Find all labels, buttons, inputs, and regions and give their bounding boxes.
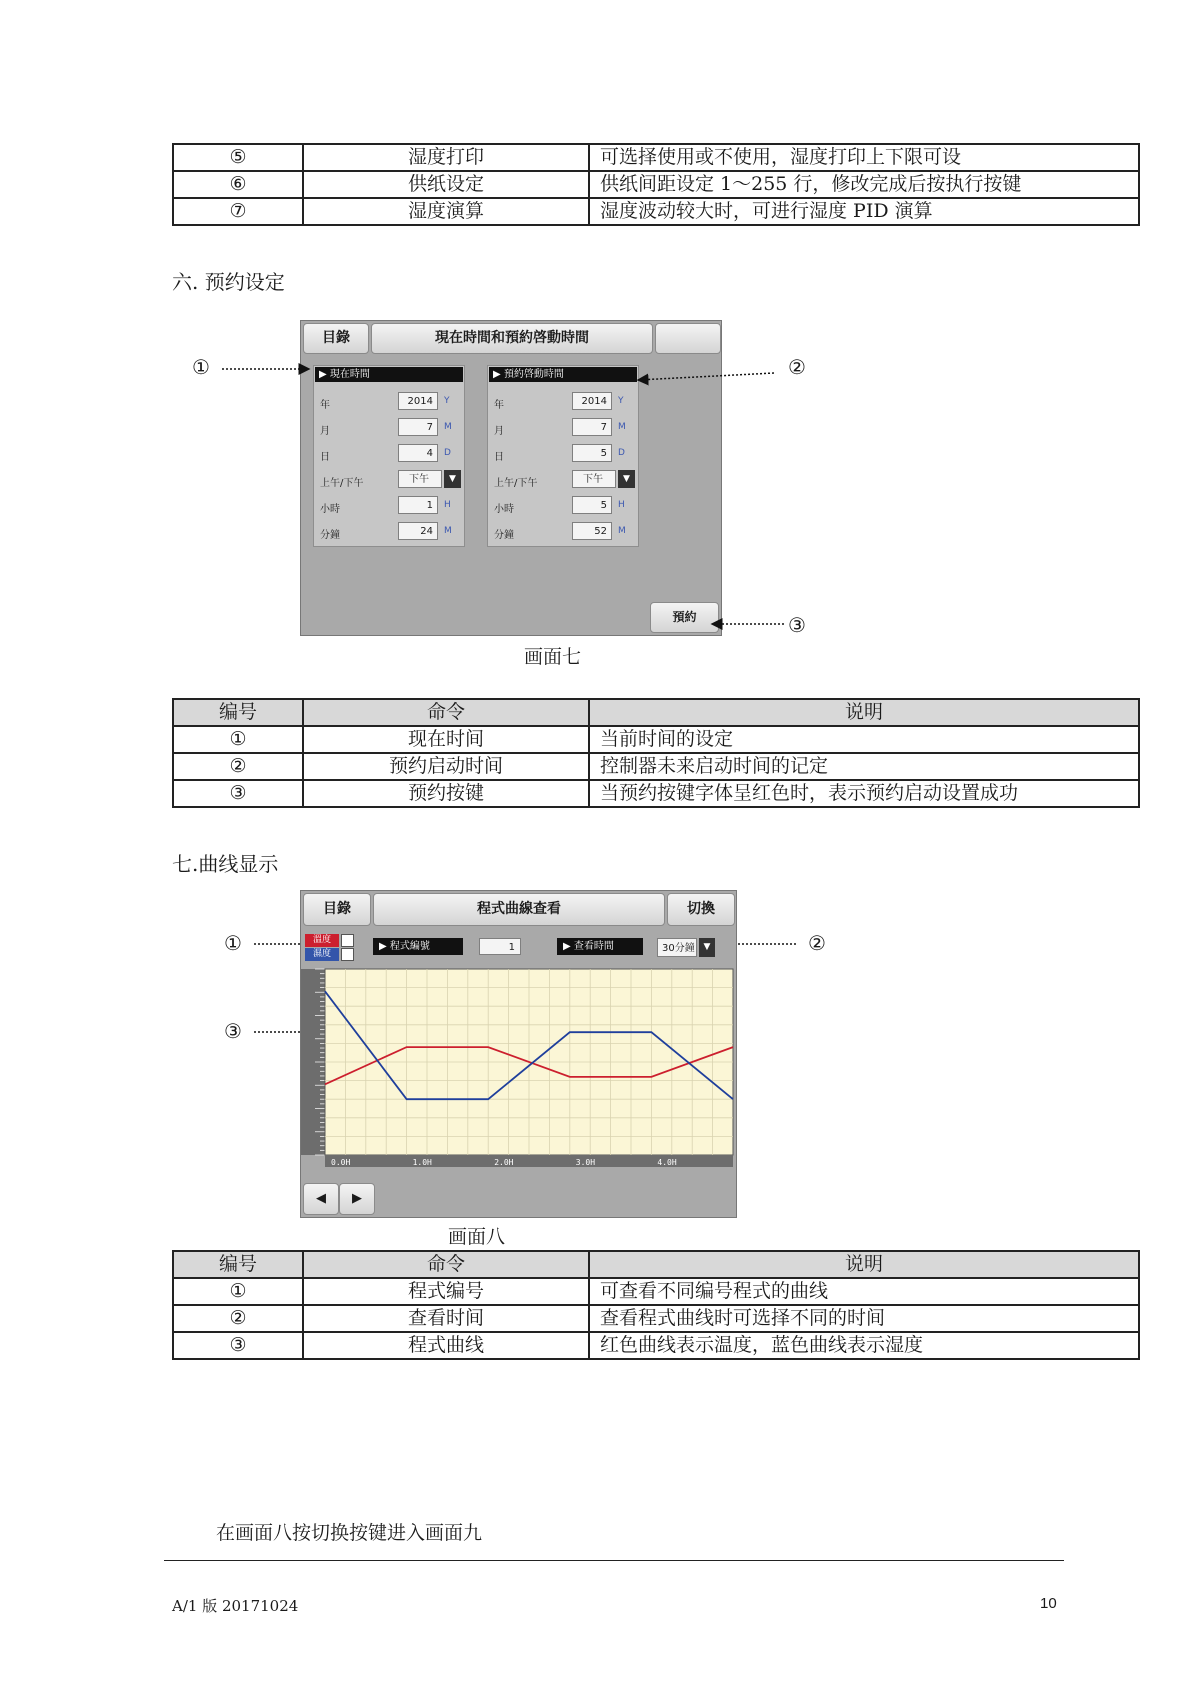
table-row: ② 预约启动时间 控制器未来启动时间的记定 (173, 753, 1139, 780)
year-field[interactable]: 2014 (398, 392, 438, 410)
row-label: 分鐘 (320, 530, 340, 541)
caption-screen-seven: 画面七 (524, 646, 582, 668)
row-label: 小時 (494, 504, 514, 515)
row-label: 月 (494, 426, 504, 437)
temp-checkbox[interactable] (341, 934, 354, 947)
humi-checkbox[interactable] (341, 948, 354, 961)
unit-label: D (444, 448, 451, 458)
view-time-select[interactable]: 30分鐘 (657, 938, 697, 957)
x-tick-label: 1.0H (412, 1158, 432, 1167)
row-label: 日 (494, 452, 504, 463)
legend-humi: 濕度 (305, 948, 339, 961)
hour-field[interactable]: 5 (572, 496, 612, 514)
menu-button[interactable]: 目錄 (303, 893, 371, 926)
unit-label: M (444, 422, 452, 432)
footer-version: A/1 版 20171024 (172, 1597, 299, 1615)
table-row: ② 查看时间 查看程式曲线时可选择不同的时间 (173, 1305, 1139, 1332)
callout-3: ③ (224, 1019, 242, 1043)
program-curve-chart (301, 963, 736, 1173)
row-label: 小時 (320, 504, 340, 515)
unit-label: H (444, 500, 451, 510)
table-header: 编号 命令 说明 (173, 1251, 1139, 1278)
row-label: 年 (320, 400, 330, 411)
screen-title: 現在時間和預約啓動時間 (371, 323, 653, 354)
next-button[interactable]: ▶ (339, 1183, 375, 1215)
row-label: 月 (320, 426, 330, 437)
hour-field[interactable]: 1 (398, 496, 438, 514)
table-row: ③ 预约按键 当预约按键字体呈红色时，表示预约启动设置成功 (173, 780, 1139, 807)
x-tick-label: 4.0H (657, 1158, 677, 1167)
panel-title: ▶ 現在時間 (315, 367, 463, 382)
section-title-reservation: 六. 预约设定 (172, 270, 285, 294)
chevron-down-icon[interactable]: ▼ (618, 470, 635, 488)
unit-label: M (618, 526, 626, 536)
table-row: ⑦ 湿度演算 湿度波动较大时，可进行湿度 PID 演算 (173, 198, 1139, 225)
table-row: ① 程式编号 可查看不同编号程式的曲线 (173, 1278, 1139, 1305)
legend-temp: 溫度 (305, 934, 339, 947)
day-field[interactable]: 4 (398, 444, 438, 462)
callout-3: ③ (788, 613, 806, 637)
row-label: 日 (320, 452, 330, 463)
table-screen-seven (172, 698, 1140, 808)
row-label: 上午/下午 (494, 478, 538, 489)
footer-note: 在画面八按切换按键进入画面九 (216, 1522, 483, 1544)
unit-label: M (618, 422, 626, 432)
x-tick-label: 3.0H (575, 1158, 596, 1167)
month-field[interactable]: 7 (398, 418, 438, 436)
chevron-down-icon[interactable]: ▼ (699, 938, 715, 957)
panel-title: ▶ 預約啓動時間 (489, 367, 637, 382)
table-header: 编号 命令 说明 (173, 699, 1139, 726)
switch-button[interactable]: 切換 (667, 893, 735, 926)
view-time-label: ▶ 查看時間 (557, 938, 643, 955)
unit-label: H (618, 500, 625, 510)
unit-label: Y (618, 396, 624, 406)
ampm-select[interactable]: 下午 (572, 470, 616, 488)
program-number-field[interactable]: 1 (479, 938, 521, 955)
caption-screen-eight: 画面八 (448, 1226, 506, 1248)
callout-2: ② (788, 355, 806, 379)
row-label: 分鐘 (494, 530, 514, 541)
footer-rule (164, 1560, 1064, 1561)
row-label: 年 (494, 400, 504, 411)
month-field[interactable]: 7 (572, 418, 612, 436)
prev-button[interactable]: ◀ (303, 1183, 339, 1215)
unit-label: D (618, 448, 625, 458)
table-row: ⑤ 湿度打印 可选择使用或不使用，湿度打印上下限可设 (173, 144, 1139, 171)
menu-button[interactable]: 目錄 (303, 323, 369, 354)
minute-field[interactable]: 24 (398, 522, 438, 540)
reserve-button[interactable]: 預約 (650, 602, 719, 633)
screen-title: 程式曲線查看 (373, 893, 665, 926)
table-row: ③ 程式曲线 红色曲线表示温度，蓝色曲线表示湿度 (173, 1332, 1139, 1359)
ampm-select[interactable]: 下午 (398, 470, 442, 488)
day-field[interactable]: 5 (572, 444, 612, 462)
x-tick-label: 0.0H (331, 1158, 351, 1167)
chevron-down-icon[interactable]: ▼ (444, 470, 461, 488)
callout-2: ② (808, 931, 826, 955)
table-screen-eight (172, 1250, 1140, 1360)
table-row: ① 现在时间 当前时间的设定 (173, 726, 1139, 753)
callout-1: ① (192, 355, 210, 379)
minute-field[interactable]: 52 (572, 522, 612, 540)
x-tick-label: 2.0H (494, 1158, 514, 1167)
table-row: ⑥ 供纸设定 供纸间距设定 1～255 行，修改完成后按执行按键 (173, 171, 1139, 198)
year-field[interactable]: 2014 (572, 392, 612, 410)
callout-line (638, 373, 774, 380)
program-number-label: ▶ 程式編號 (373, 938, 463, 955)
unit-label: M (444, 526, 452, 536)
unit-label: Y (444, 396, 450, 406)
screen-eight (300, 890, 737, 1218)
callout-1: ① (224, 931, 242, 955)
page-number: 10 (1040, 1595, 1057, 1612)
row-label: 上午/下午 (320, 478, 364, 489)
section-title-curve: 七.曲线显示 (172, 852, 279, 876)
